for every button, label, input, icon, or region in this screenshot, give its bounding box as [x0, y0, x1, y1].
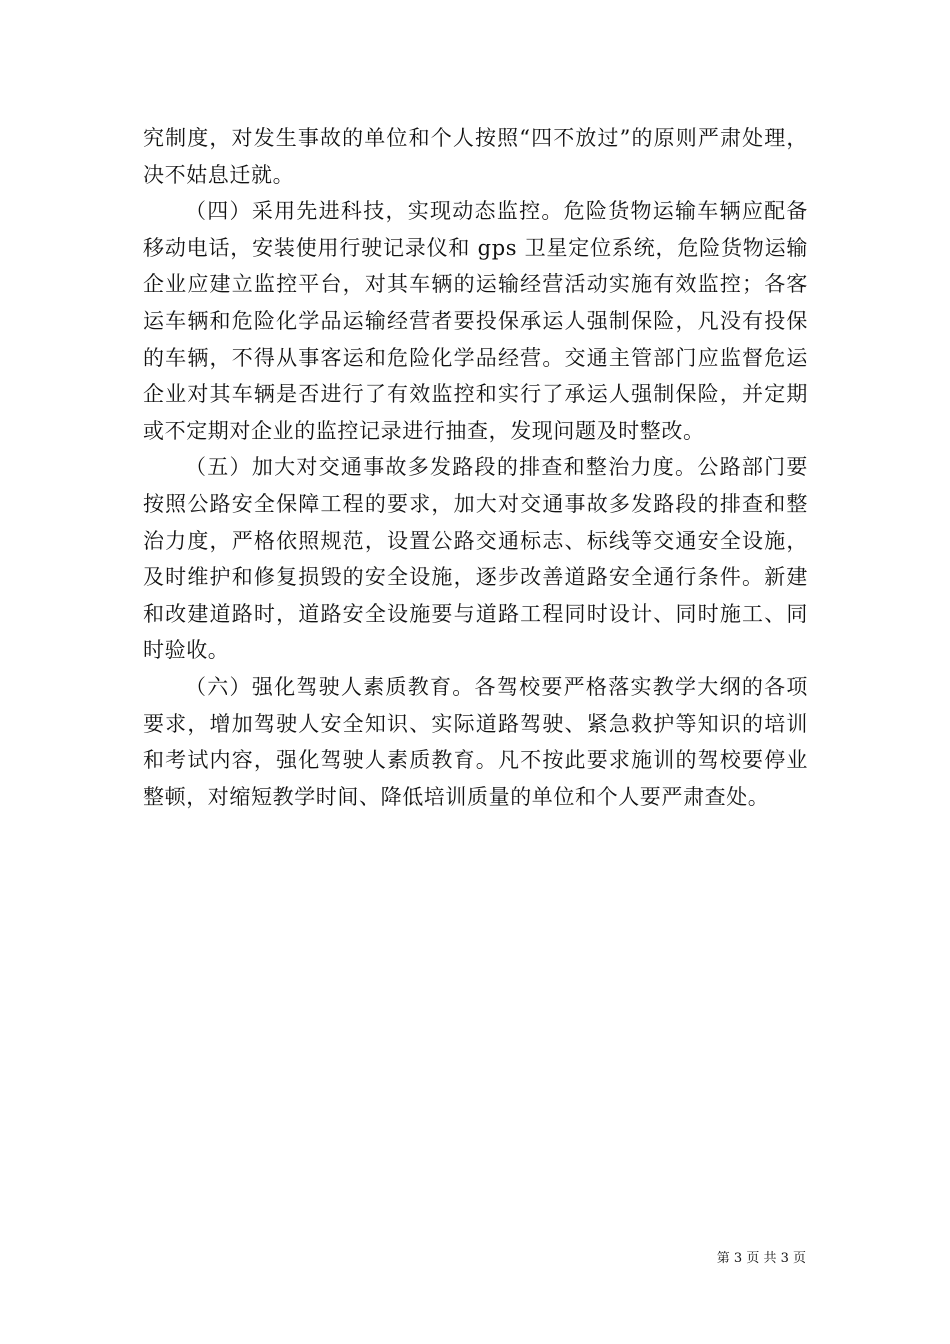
paragraph-section-4: （四）采用先进科技，实现动态监控。危险货物运输车辆应配备移动电话，安装使用行驶记录仪和 gps 卫星定位系统，危险货物运输企业应建立监控平台，对其车辆的运输经营活动实施有效监控；各客运车辆和危险化学品运输经营者要投保承运人强制保险，凡没有投保的车辆，不得从事客运和危险化学品经营。交通主管部门应监督危运企业对其车辆是否进行了有效监控和实行了承运人强制保险，并定期或不定期对企业的监控记录进行抽查，发现问题及时整改。: [143, 199, 808, 443]
paragraph-section-5: （五）加大对交通事故多发路段的排查和整治力度。公路部门要按照公路安全保障工程的要求，加大对交通事故多发路段的排查和整治力度，严格依照规范，设置公路交通标志、标线等交通安全设施，及时维护和修复损毁的安全设施，逐步改善道路安全通行条件。新建和改建道路时，道路安全设施要与道路工程同时设计、同时施工、同时验收。: [143, 455, 808, 663]
paragraph-continuation: 究制度，对发生事故的单位和个人按照“四不放过”的原则严肃处理，决不姑息迁就。: [143, 126, 808, 187]
document-body: [143, 120, 808, 815]
page-number-footer: 第 3 页 共 3 页: [716, 1251, 806, 1266]
paragraph-section-6: （六）强化驾驶人素质教育。各驾校要严格落实教学大纲的各项要求，增加驾驶人安全知识、实际道路驾驶、紧急救护等知识的培训和考试内容，强化驾驶人素质教育。凡不按此要求施训的驾校要停业整顿，对缩短教学时间、降低培训质量的单位和个人要严肃查处。: [143, 674, 808, 809]
